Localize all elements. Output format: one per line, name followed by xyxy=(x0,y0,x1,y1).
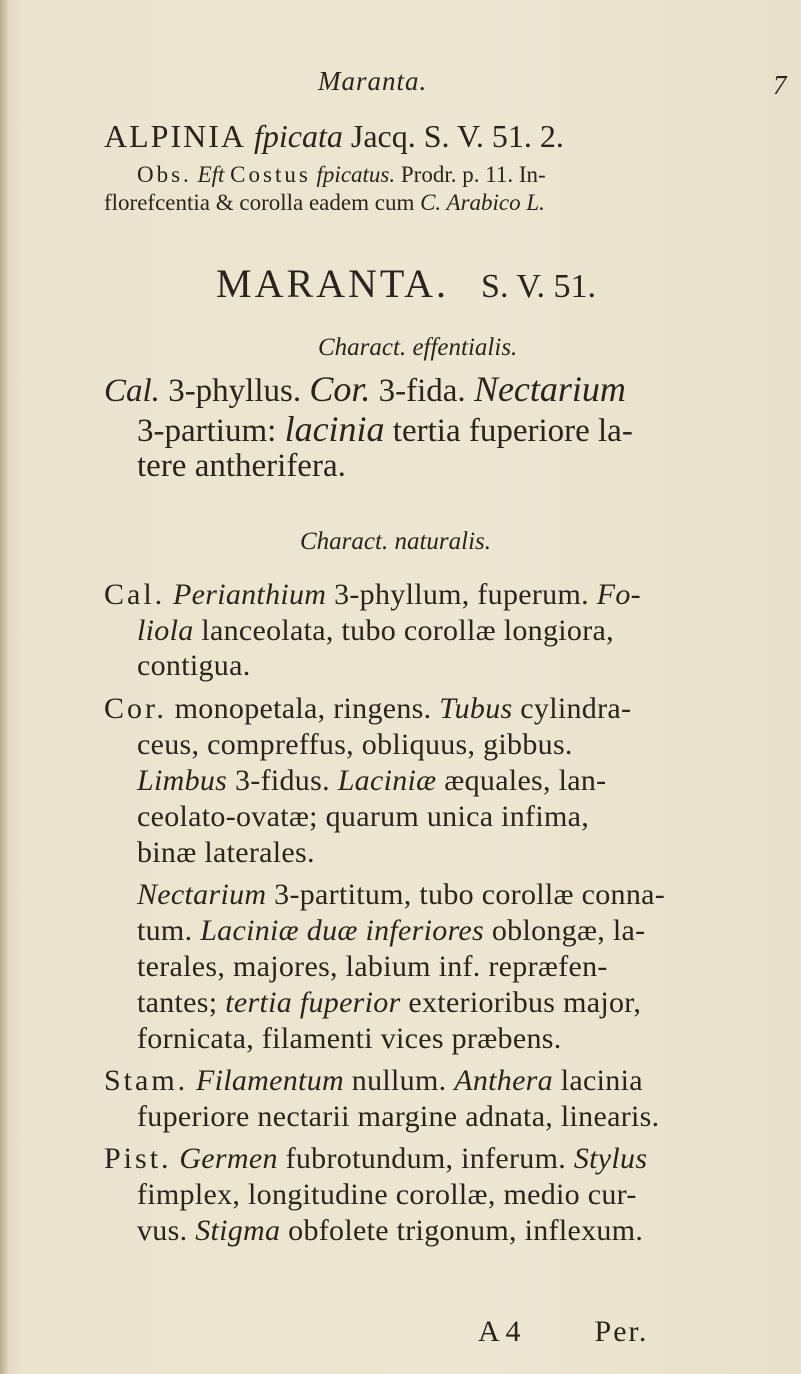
genus-name: MARANTA. xyxy=(216,261,450,306)
nectarium-line-1: Nectarium 3-partitum, tubo corollæ conna- xyxy=(137,878,666,911)
genus-heading xyxy=(216,260,596,307)
essential-line-2: 3-partium: lacinia tertia fuperiore la- xyxy=(137,409,633,449)
nectarium-line-3: terales, majores, labium inf. repræfen- xyxy=(137,950,608,983)
obs-line-1: Obs. Eft Costus fpicatus. Prodr. p. 11. In- xyxy=(137,162,546,187)
cor-line-3: Limbus 3-fidus. Laciniæ æquales, lan- xyxy=(137,764,607,797)
signature-mark: A 4 xyxy=(478,1315,521,1348)
section-heading-essential: Charact. effentialis. xyxy=(318,334,518,361)
cor-line-5: binæ laterales. xyxy=(137,836,315,869)
stam-line-1: Stam. Filamentum nullum. Anthera lacinia xyxy=(104,1064,643,1097)
essential-line-3: tere antherifera. xyxy=(137,448,346,484)
obs-line-2: florefcentia & corolla eadem cum C. Arabico L. xyxy=(104,190,545,215)
cor-line-1: Cor. monopetala, ringens. Tubus cylindra- xyxy=(104,692,632,725)
cal-line-1: Cal. Perianthium 3-phyllum, fuperum. Fo- xyxy=(104,578,641,611)
pist-line-2: fimplex, longitudine corollæ, medio cur- xyxy=(137,1178,637,1211)
alpinia-species: fpicata xyxy=(253,118,343,154)
genus-reference: S. V. 51. xyxy=(481,268,596,305)
essential-line-1: Cal. 3-phyllus. Cor. 3-fida. Nectarium xyxy=(104,369,626,409)
binding-shadow xyxy=(0,0,8,1374)
page-number: 7 xyxy=(773,70,787,100)
pist-line-1: Pist. Germen fubrotundum, inferum. Stylus xyxy=(104,1142,648,1175)
pist-line-3: vus. Stigma obfolete trigonum, inflexum. xyxy=(137,1214,644,1247)
cal-line-3: contigua. xyxy=(137,649,251,682)
stam-line-2: fuperiore nectarii margine adnata, linearis. xyxy=(137,1100,660,1133)
section-heading-natural: Charact. naturalis. xyxy=(300,528,491,555)
cor-line-2: ceus, compreffus, obliquus, gibbus. xyxy=(137,728,573,761)
cor-line-4: ceolato-ovatæ; quarum unica infima, xyxy=(137,800,590,833)
nectarium-line-4: tantes; tertia fuperior exterioribus major, xyxy=(137,986,642,1019)
page-footer xyxy=(478,1315,648,1349)
cal-line-2: liola lanceolata, tubo corollæ longiora, xyxy=(137,614,614,647)
running-head: Maranta. xyxy=(318,66,428,96)
alpinia-entry xyxy=(104,118,564,155)
catchword: Per. xyxy=(594,1315,649,1348)
alpinia-genus: ALPINIA xyxy=(104,118,246,154)
nectarium-line-5: fornicata, filamenti vices præbens. xyxy=(137,1022,562,1055)
nectarium-line-2: tum. Laciniæ duæ inferiores oblongæ, la- xyxy=(137,914,646,947)
alpinia-reference: Jacq. S. V. 51. 2. xyxy=(350,118,564,154)
